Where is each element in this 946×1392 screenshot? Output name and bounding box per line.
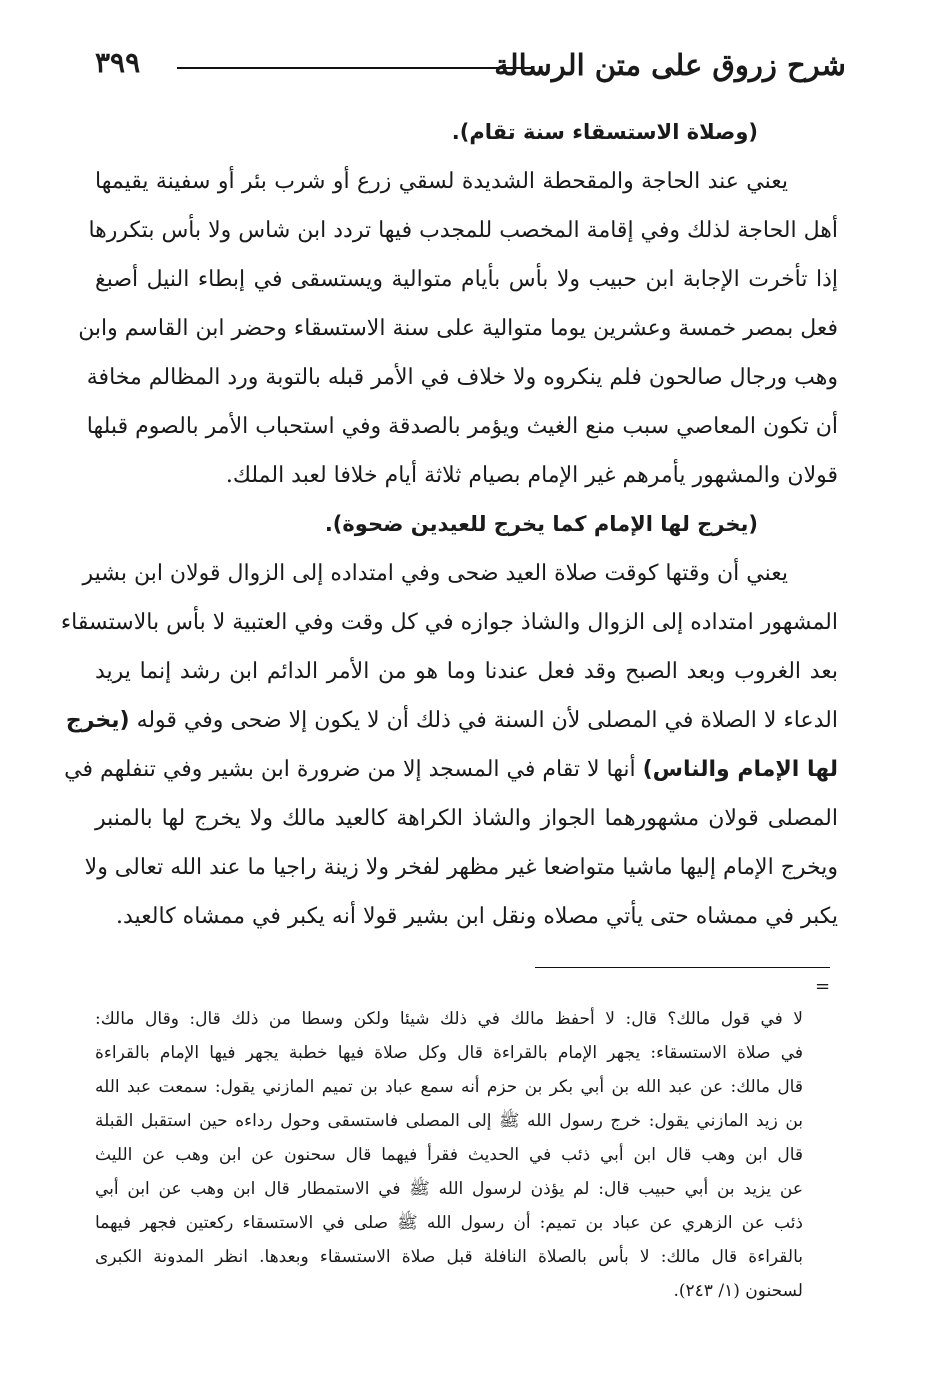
footnote-line: قال ابن وهب قال ابن أبي ذئب في الحديث فقرأ فيهما قال سحنون عن ابن وهب عن الليث bbox=[95, 1145, 803, 1165]
text-line: قولان والمشهور يأمرهم غير الإمام بصيام ثلاثة أيام خلافا لعبد الملك. bbox=[225, 463, 838, 488]
text-line: وهب ورجال صالحون فلم ينكروه ولا خلاف في الأمر قبله بالتوبة ورد المظالم مخافة bbox=[86, 365, 838, 390]
text-line: ويخرج الإمام إليها ماشيا متواضعا غير مظهر لفخر ولا زينة راجيا ما عند الله تعالى ولا bbox=[84, 855, 838, 880]
text-line bbox=[65, 696, 838, 745]
page-header bbox=[95, 40, 846, 100]
footnote-block bbox=[95, 1002, 803, 1308]
text-line: يكبر في ممشاه حتى يأتي مصلاه ونقل ابن بشير قولا أنه يكبر في ممشاه كالعيد. bbox=[116, 904, 838, 929]
header-rule bbox=[177, 67, 532, 69]
footnote-line: لسحنون (١/ ٢٤٣). bbox=[673, 1281, 803, 1301]
quoted-phrase-end: لها الإمام والناس) bbox=[642, 757, 838, 782]
text-line: أهل الحاجة لذلك وفي إقامة المخصب للمجدب فيها تردد ابن شاس ولا بأس بتكررها bbox=[88, 218, 838, 243]
footnote-line: في صلاة الاستسقاء: يجهر الإمام بالقراءة قال وكل صلاة فيها خطبة يجهر فيها الإمام بالقراءة bbox=[95, 1043, 803, 1063]
text-line: أن تكون المعاصي سبب منع الغيث ويؤمر بالصدقة وفي استحباب الأمر بالصوم قبلها bbox=[86, 414, 838, 439]
footnote-line: بن زيد المازني يقول: خرج رسول الله ﷺ إلى المصلى فاستسقى وحول رداءه حين استقبل القبلة bbox=[95, 1111, 803, 1131]
text-segment: أنها لا تقام في المسجد إلا من ضرورة ابن بشير وفي تنفلهم في bbox=[64, 757, 636, 782]
footnote-continuation-mark: = bbox=[815, 976, 831, 997]
footnote-separator bbox=[535, 967, 830, 968]
text-line: يعني أن وقتها كوقت صلاة العيد ضحى وفي امتداده إلى الزوال قولان ابن بشير bbox=[82, 561, 788, 586]
rule-heading-2: (يخرج لها الإمام كما يخرج للعيدين ضحوة). bbox=[324, 512, 758, 536]
running-title: شرح زروق على متن الرسالة bbox=[494, 48, 846, 82]
text-line: إذا تأخرت الإجابة ابن حبيب ولا بأس بأيام متوالية ويستسقى في إبطاء النيل أصبغ bbox=[95, 267, 838, 292]
text-line bbox=[64, 745, 838, 794]
text-line: المشهور امتداده إلى الزوال والشاذ جوازه في كل وقت وفي العتبية لا بأس بالاستسقاء bbox=[60, 610, 838, 635]
text-line: يعني عند الحاجة والمقحطة الشديدة لسقي زرع أو شرب بئر أو سفينة يقيمها bbox=[95, 169, 788, 194]
text-line: فعل بمصر خمسة وعشرين يوما متوالية على سنة الاستسقاء وحضر ابن القاسم وابن bbox=[78, 316, 838, 341]
footnote-line: عن يزيد بن أبي حبيب قال: لم يؤذن لرسول الله ﷺ في الاستمطار قال ابن وهب عن ابن أبي bbox=[95, 1179, 803, 1199]
text-line: المصلى قولان مشهورهما الجواز والشاذ الكراهة كالعيد مالك ولا يخرج لها بالمنبر bbox=[95, 806, 838, 831]
footnote-line: قال مالك: عن عبد الله بن أبي بكر بن حزم أنه سمع عباد بن تميم المازني يقول: سمعت عبد الله bbox=[95, 1077, 803, 1097]
text-segment: الدعاء لا الصلاة في المصلى لأن السنة في ذلك أن لا يكون إلا ضحى وفي قوله bbox=[136, 708, 838, 733]
page-number: ٣٩٩ bbox=[95, 46, 141, 79]
main-text bbox=[60, 108, 838, 941]
footnote-line: بالقراءة قال مالك: لا بأس بالصلاة النافلة قبل صلاة الاستسقاء وبعدها. انظر المدونة الكبرى bbox=[95, 1247, 803, 1267]
footnote-line: ذئب عن الزهري عن عباد بن تميم: أن رسول الله ﷺ صلى في الاستسقاء ركعتين فجهر فيهما bbox=[95, 1213, 803, 1233]
text-line: بعد الغروب وبعد الصبح وقد فعل عندنا وما هو من الأمر الدائم ابن رشد إنما يريد bbox=[95, 659, 838, 684]
rule-heading-1: (وصلاة الاستسقاء سنة تقام). bbox=[451, 120, 758, 144]
quoted-phrase-start: (يخرج bbox=[65, 708, 130, 733]
footnote-line: لا في قول مالك؟ قال: لا أحفظ مالك في ذلك شيئا ولكن وسطا من ذلك قال: وقال مالك: bbox=[95, 1009, 803, 1029]
